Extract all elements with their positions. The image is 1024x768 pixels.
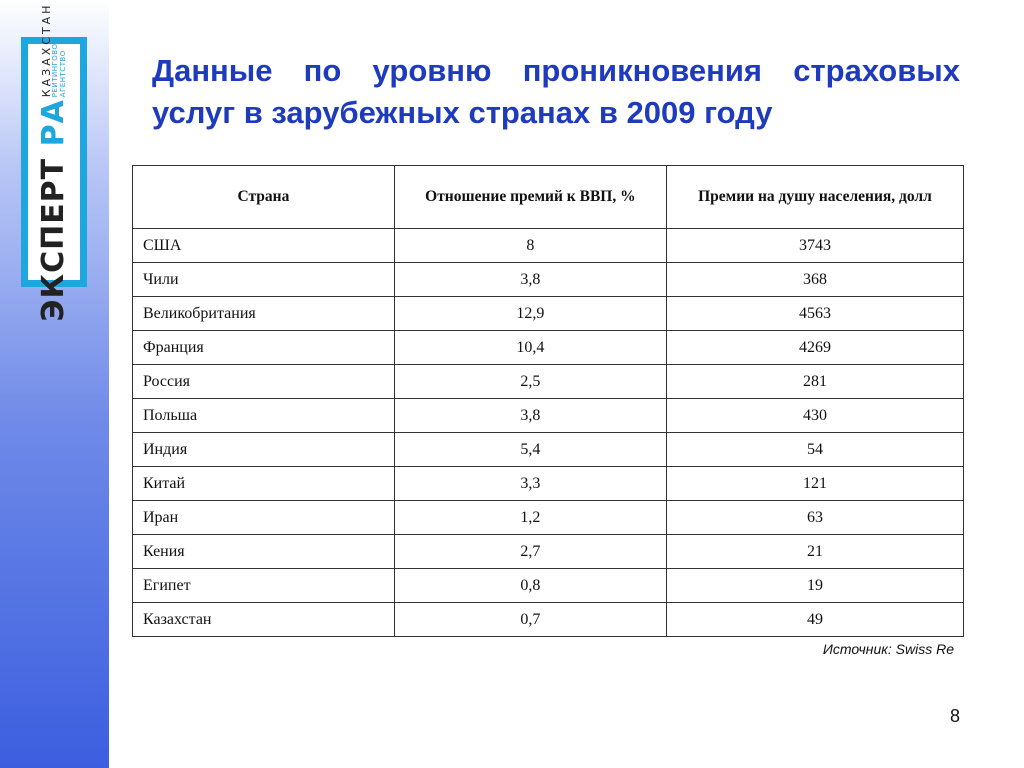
- data-table: [132, 165, 964, 637]
- logo-wordmark: [36, 99, 71, 322]
- logo-agency-line1: РЕЙТИНГОВОЕ: [51, 38, 60, 98]
- cell-premium-per-capita: 19: [666, 569, 963, 603]
- table-header-row: [133, 166, 964, 229]
- source-note: Источник: Swiss Re: [822, 641, 954, 657]
- cell-country: Кения: [133, 535, 395, 569]
- cell-premium-gdp-ratio: 5,4: [394, 433, 666, 467]
- logo-panel: [28, 2, 80, 322]
- cell-premium-per-capita: 3743: [666, 229, 963, 263]
- logo-wordmark-accent: РА: [36, 99, 71, 147]
- cell-premium-per-capita: 430: [666, 399, 963, 433]
- header-premium-per-capita: Премии на душу населения, долл: [666, 166, 963, 229]
- cell-premium-per-capita: 49: [666, 603, 963, 637]
- table-row: [133, 433, 964, 467]
- cell-premium-per-capita: 281: [666, 365, 963, 399]
- cell-country: Индия: [133, 433, 395, 467]
- cell-premium-gdp-ratio: 3,8: [394, 399, 666, 433]
- cell-premium-gdp-ratio: 3,3: [394, 467, 666, 501]
- table-row: [133, 467, 964, 501]
- cell-premium-gdp-ratio: 0,7: [394, 603, 666, 637]
- header-premium-gdp-ratio: Отношение премий к ВВП, %: [394, 166, 666, 229]
- cell-premium-per-capita: 63: [666, 501, 963, 535]
- table-row: [133, 569, 964, 603]
- table-row: [133, 399, 964, 433]
- cell-country: Казахстан: [133, 603, 395, 637]
- logo-text: [36, 2, 71, 322]
- cell-premium-gdp-ratio: 2,5: [394, 365, 666, 399]
- table-row: [133, 297, 964, 331]
- cell-premium-gdp-ratio: 1,2: [394, 501, 666, 535]
- cell-premium-gdp-ratio: 12,9: [394, 297, 666, 331]
- table-row: [133, 263, 964, 297]
- cell-premium-gdp-ratio: 3,8: [394, 263, 666, 297]
- cell-country: Польша: [133, 399, 395, 433]
- table-row: [133, 331, 964, 365]
- cell-country: Чили: [133, 263, 395, 297]
- cell-premium-per-capita: 54: [666, 433, 963, 467]
- cell-country: Иран: [133, 501, 395, 535]
- logo-agency-line2: АГЕНТСТВО: [58, 50, 67, 98]
- table-row: [133, 501, 964, 535]
- cell-premium-per-capita: 4269: [666, 331, 963, 365]
- logo-city: КАЗАХСТАН: [40, 2, 54, 98]
- cell-country: Египет: [133, 569, 395, 603]
- table-row: [133, 229, 964, 263]
- logo: [21, 2, 87, 322]
- cell-country: Великобритания: [133, 297, 395, 331]
- logo-wordmark-main: ЭКСПЕРТ: [36, 157, 71, 322]
- cell-premium-per-capita: 4563: [666, 297, 963, 331]
- cell-premium-gdp-ratio: 10,4: [394, 331, 666, 365]
- page-number: 8: [950, 706, 961, 726]
- cell-country: Франция: [133, 331, 395, 365]
- header-country: Страна: [133, 166, 395, 229]
- table-row: [133, 603, 964, 637]
- cell-premium-gdp-ratio: 0,8: [394, 569, 666, 603]
- cell-country: Россия: [133, 365, 395, 399]
- slide-title: Данные по уровню проникновения страховых услуг в зарубежных странах в 2009 году: [152, 53, 960, 130]
- table-row: [133, 535, 964, 569]
- cell-premium-per-capita: 368: [666, 263, 963, 297]
- cell-country: США: [133, 229, 395, 263]
- cell-premium-gdp-ratio: 8: [394, 229, 666, 263]
- cell-premium-per-capita: 21: [666, 535, 963, 569]
- table-row: [133, 365, 964, 399]
- cell-premium-gdp-ratio: 2,7: [394, 535, 666, 569]
- cell-country: Китай: [133, 467, 395, 501]
- logo-subtitle: [41, 3, 67, 98]
- cell-premium-per-capita: 121: [666, 467, 963, 501]
- table-body: [133, 229, 964, 637]
